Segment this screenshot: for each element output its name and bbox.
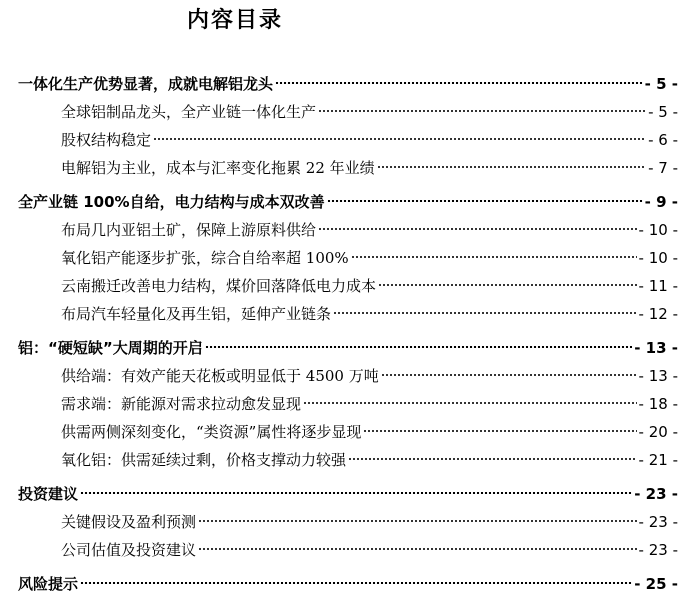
toc-page-number: - 23 - bbox=[634, 485, 678, 503]
toc-item-row[interactable] bbox=[0, 272, 700, 300]
toc-page-number: - 5 - bbox=[644, 75, 678, 93]
toc-page-number: - 7 - bbox=[648, 159, 678, 177]
dot-leader bbox=[333, 312, 637, 314]
toc-item-text: 公司估值及投资建议 bbox=[61, 541, 197, 559]
dot-leader bbox=[351, 256, 637, 258]
toc-item-row[interactable] bbox=[0, 508, 700, 536]
toc-page-number: - 23 - bbox=[638, 541, 678, 559]
dot-leader bbox=[348, 458, 637, 460]
toc-page-number: - 5 - bbox=[648, 103, 678, 121]
dot-leader bbox=[275, 82, 643, 84]
toc-item-row[interactable] bbox=[0, 446, 700, 474]
toc-page-number: - 12 - bbox=[638, 305, 678, 323]
toc-page-number: - 10 - bbox=[638, 221, 678, 239]
toc-page-number: - 18 - bbox=[638, 395, 678, 413]
toc-item-text: 布局几内亚铝土矿，保障上游原料供给 bbox=[61, 221, 317, 239]
toc-item-text: 云南搬迁改善电力结构，煤价回落降低电力成本 bbox=[61, 277, 377, 295]
toc-item-text: 需求端：新能源对需求拉动愈发显现 bbox=[61, 395, 302, 413]
toc-item-text: 电解铝为主业，成本与汇率变化拖累 22 年业绩 bbox=[61, 159, 375, 177]
toc-page-number: - 13 - bbox=[634, 339, 678, 357]
toc-section bbox=[0, 570, 700, 598]
toc-page-number: - 13 - bbox=[638, 367, 678, 385]
toc-title: 内容目录 bbox=[186, 8, 283, 33]
toc-item-row[interactable] bbox=[0, 536, 700, 564]
dot-leader bbox=[205, 346, 633, 348]
dot-leader bbox=[198, 548, 637, 550]
toc-heading-row[interactable] bbox=[0, 334, 700, 362]
toc-heading-row[interactable] bbox=[0, 570, 700, 598]
toc-item-row[interactable] bbox=[0, 418, 700, 446]
dot-leader bbox=[80, 492, 632, 494]
toc-list bbox=[0, 70, 700, 604]
toc-item-text: 氧化铝产能逐步扩张，综合自给率超 100% bbox=[61, 249, 349, 267]
toc-item-text: 供给端：有效产能天花板或明显低于 4500 万吨 bbox=[61, 367, 379, 385]
toc-page-number: - 20 - bbox=[638, 423, 678, 441]
dot-leader bbox=[378, 284, 637, 286]
toc-page-number: - 6 - bbox=[648, 131, 678, 149]
toc-page-number: - 21 - bbox=[638, 451, 678, 469]
toc-item-row[interactable] bbox=[0, 154, 700, 182]
toc-item-row[interactable] bbox=[0, 216, 700, 244]
toc-section bbox=[0, 70, 700, 182]
toc-item-row[interactable] bbox=[0, 244, 700, 272]
dot-leader bbox=[318, 110, 646, 112]
toc-item-row[interactable] bbox=[0, 98, 700, 126]
toc-heading-text: 风险提示 bbox=[18, 575, 79, 593]
dot-leader bbox=[381, 374, 637, 376]
toc-item-text: 供需两侧深刻变化，“类资源”属性将逐步显现 bbox=[61, 423, 362, 441]
toc-heading-row[interactable] bbox=[0, 480, 700, 508]
toc-heading-text: 全产业链 100%自给，电力结构与成本双改善 bbox=[18, 193, 325, 211]
toc-section bbox=[0, 188, 700, 328]
dot-leader bbox=[303, 402, 637, 404]
toc-item-row[interactable] bbox=[0, 362, 700, 390]
toc-heading-text: 铝：“硬短缺”大周期的开启 bbox=[18, 339, 203, 357]
toc-page-number: - 25 - bbox=[634, 575, 678, 593]
toc-item-row[interactable] bbox=[0, 390, 700, 418]
toc-page-number: - 10 - bbox=[638, 249, 678, 267]
toc-heading-row[interactable] bbox=[0, 188, 700, 216]
toc-item-text: 股权结构稳定 bbox=[61, 131, 152, 149]
toc-heading-row[interactable] bbox=[0, 70, 700, 98]
toc-item-row[interactable] bbox=[0, 126, 700, 154]
dot-leader bbox=[377, 166, 646, 168]
dot-leader bbox=[363, 430, 636, 432]
dot-leader bbox=[198, 520, 637, 522]
dot-leader bbox=[153, 138, 646, 140]
toc-heading-text: 投资建议 bbox=[18, 485, 79, 503]
dot-leader bbox=[327, 200, 643, 202]
toc-item-text: 关键假设及盈利预测 bbox=[61, 513, 197, 531]
toc-page-number: - 11 - bbox=[638, 277, 678, 295]
toc-item-text: 全球铝制品龙头，全产业链一体化生产 bbox=[61, 103, 317, 121]
toc-page-number: - 9 - bbox=[644, 193, 678, 211]
toc-item-row[interactable] bbox=[0, 300, 700, 328]
toc-heading-text: 一体化生产优势显著，成就电解铝龙头 bbox=[18, 75, 274, 93]
dot-leader bbox=[80, 582, 632, 584]
dot-leader bbox=[318, 228, 637, 230]
toc-section bbox=[0, 334, 700, 474]
toc-item-text: 布局汽车轻量化及再生铝，延伸产业链条 bbox=[61, 305, 332, 323]
toc-page-number: - 23 - bbox=[638, 513, 678, 531]
toc-item-text: 氧化铝：供需延续过剩，价格支撑动力较强 bbox=[61, 451, 347, 469]
toc-section bbox=[0, 480, 700, 564]
